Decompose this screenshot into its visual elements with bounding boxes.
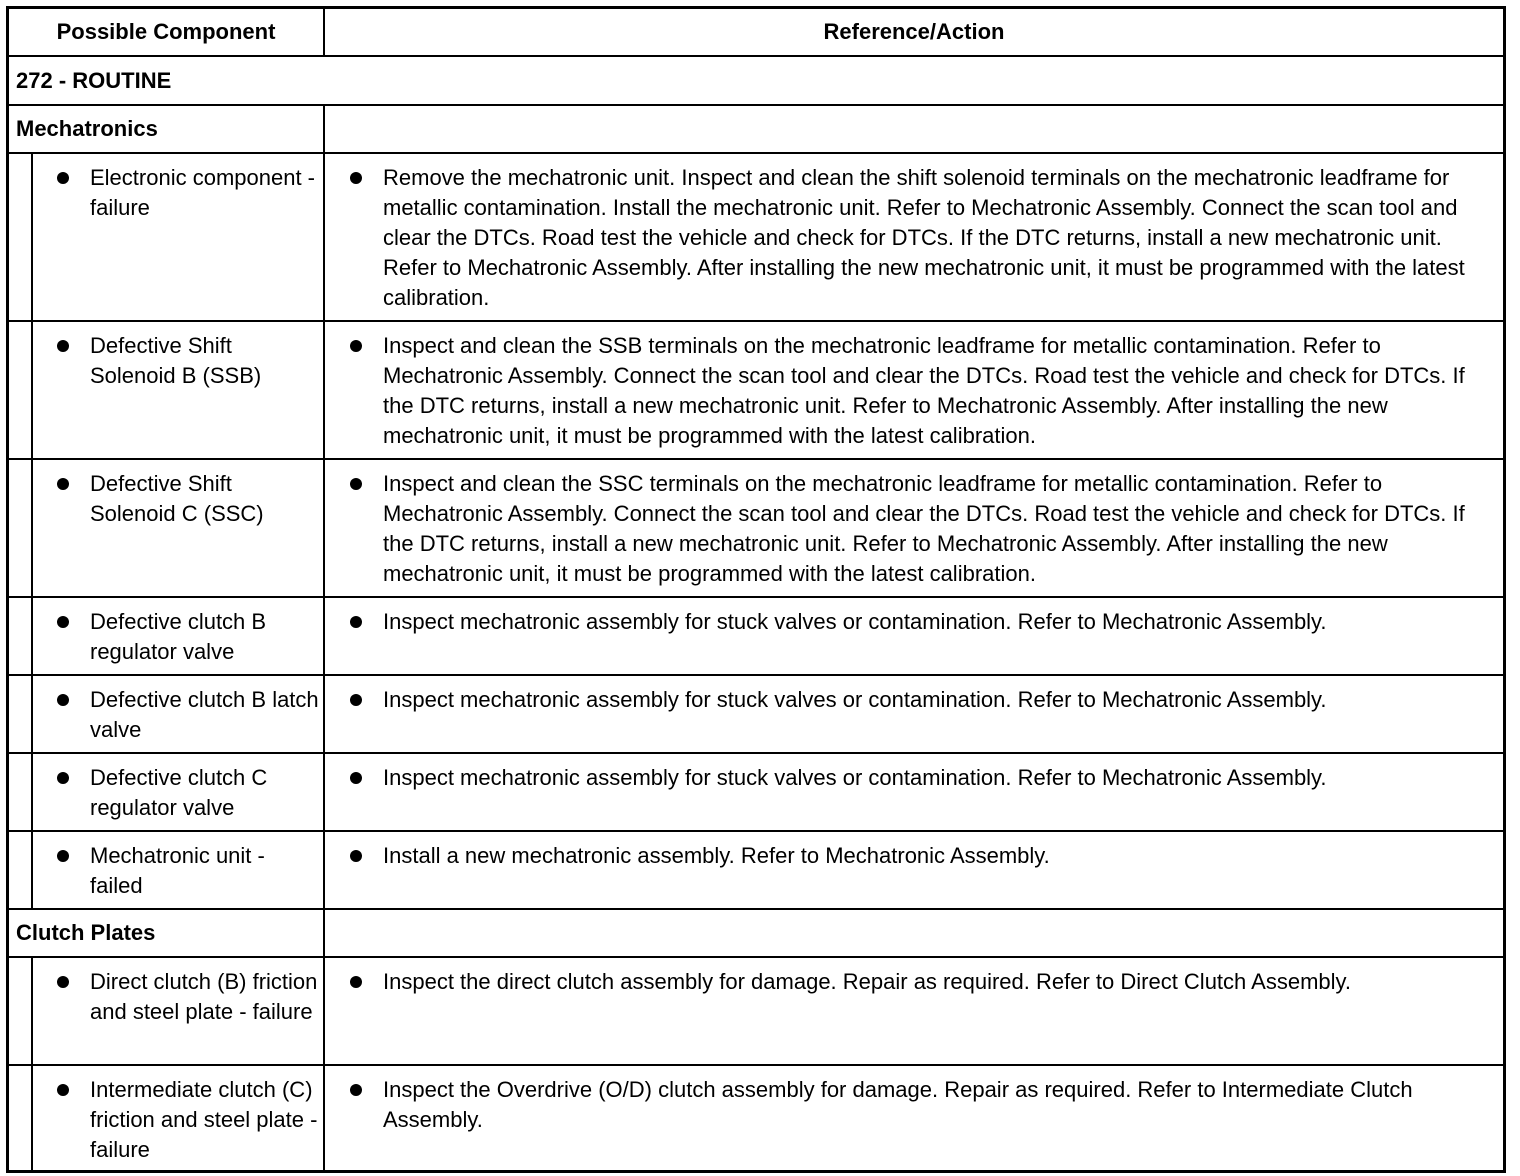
table-row — [9, 830, 1503, 908]
action-text: Inspect mechatronic assembly for stuck valves or contamination. Refer to Mechatronic Assembly. — [383, 687, 1327, 712]
action-text: Inspect the direct clutch assembly for damage. Repair as required. Refer to Direct Clutch Assembly. — [383, 969, 1352, 994]
component-text: Defective clutch B latch valve — [90, 687, 319, 742]
table-row — [9, 752, 1503, 830]
table-row — [9, 674, 1503, 752]
bullet-icon — [57, 694, 69, 706]
section-title: 272 - ROUTINE — [16, 67, 172, 93]
component-text: Direct clutch (B) friction and steel plate - failure — [90, 969, 318, 1024]
category-title: Mechatronics — [9, 106, 325, 152]
bullet-icon — [350, 1084, 362, 1096]
table-row — [9, 152, 1503, 320]
header-possible-component: Possible Component — [9, 9, 325, 55]
component-text: Defective clutch B regulator valve — [90, 609, 267, 664]
category-title: Clutch Plates — [9, 910, 325, 956]
component-text: Defective clutch C regulator valve — [90, 765, 268, 820]
category-row-mechatronics — [9, 104, 1503, 152]
action-text: Inspect the Overdrive (O/D) clutch assembly for damage. Repair as required. Refer to Intermediate Clutch Assembly. — [383, 1077, 1413, 1132]
bullet-icon — [57, 340, 69, 352]
bullet-icon — [57, 172, 69, 184]
category-empty-cell — [325, 910, 1503, 956]
action-text: Install a new mechatronic assembly. Refer to Mechatronic Assembly. — [383, 843, 1050, 868]
table-row — [9, 320, 1503, 458]
component-text: Defective Shift Solenoid C (SSC) — [90, 471, 264, 526]
action-text: Inspect mechatronic assembly for stuck valves or contamination. Refer to Mechatronic Assembly. — [383, 765, 1327, 790]
bullet-icon — [57, 976, 69, 988]
component-text: Electronic component - failure — [90, 165, 315, 220]
bullet-icon — [350, 172, 362, 184]
table-row — [9, 596, 1503, 674]
diagnostic-table — [6, 6, 1506, 1173]
bullet-icon — [350, 340, 362, 352]
table-row — [9, 956, 1503, 1064]
action-text: Inspect and clean the SSB terminals on the mechatronic leadframe for metallic contamination. Refer to Mechatronic Assembly. Connect the scan tool and clear the DTCs. Road test the vehicle and check for DTCs. If the DTC returns, install a new mechatronic unit. Refer to Mechatronic Assembly. After installing the new mechatronic unit, it must be programmed with the latest calibration. — [383, 333, 1465, 448]
bullet-icon — [57, 478, 69, 490]
category-row-clutch-plates — [9, 908, 1503, 956]
bullet-icon — [57, 850, 69, 862]
action-text: Inspect and clean the SSC terminals on the mechatronic leadframe for metallic contamination. Refer to Mechatronic Assembly. Connect the scan tool and clear the DTCs. Road test the vehicle and check for DTCs. If the DTC returns, install a new mechatronic unit. Refer to Mechatronic Assembly. After installing the new mechatronic unit, it must be programmed with the latest calibration. — [383, 471, 1465, 586]
bullet-icon — [57, 772, 69, 784]
table-row — [9, 1064, 1503, 1170]
bullet-icon — [350, 694, 362, 706]
header-reference-action: Reference/Action — [823, 19, 1005, 44]
bullet-icon — [350, 976, 362, 988]
component-text: Mechatronic unit - failed — [90, 843, 265, 898]
table-header-row — [9, 9, 1503, 55]
bullet-icon — [350, 850, 362, 862]
action-text: Remove the mechatronic unit. Inspect and clean the shift solenoid terminals on the mechatronic leadframe for metallic contamination. Install the mechatronic unit. Refer to Mechatronic Assembly. Connect the scan tool and clear the DTCs. Road test the vehicle and check for DTCs. If the DTC returns, install a new mechatronic unit. Refer to Mechatronic Assembly. After installing the new mechatronic unit, it must be programmed with the latest calibration. — [383, 165, 1465, 310]
bullet-icon — [57, 616, 69, 628]
table-row — [9, 458, 1503, 596]
component-text: Defective Shift Solenoid B (SSB) — [90, 333, 262, 388]
bullet-icon — [350, 772, 362, 784]
bullet-icon — [57, 1084, 69, 1096]
bullet-icon — [350, 616, 362, 628]
action-text: Inspect mechatronic assembly for stuck valves or contamination. Refer to Mechatronic Assembly. — [383, 609, 1327, 634]
section-row — [9, 55, 1503, 104]
category-empty-cell — [325, 106, 1503, 152]
component-text: Intermediate clutch (C) friction and steel plate - failure — [90, 1077, 318, 1162]
bullet-icon — [350, 478, 362, 490]
